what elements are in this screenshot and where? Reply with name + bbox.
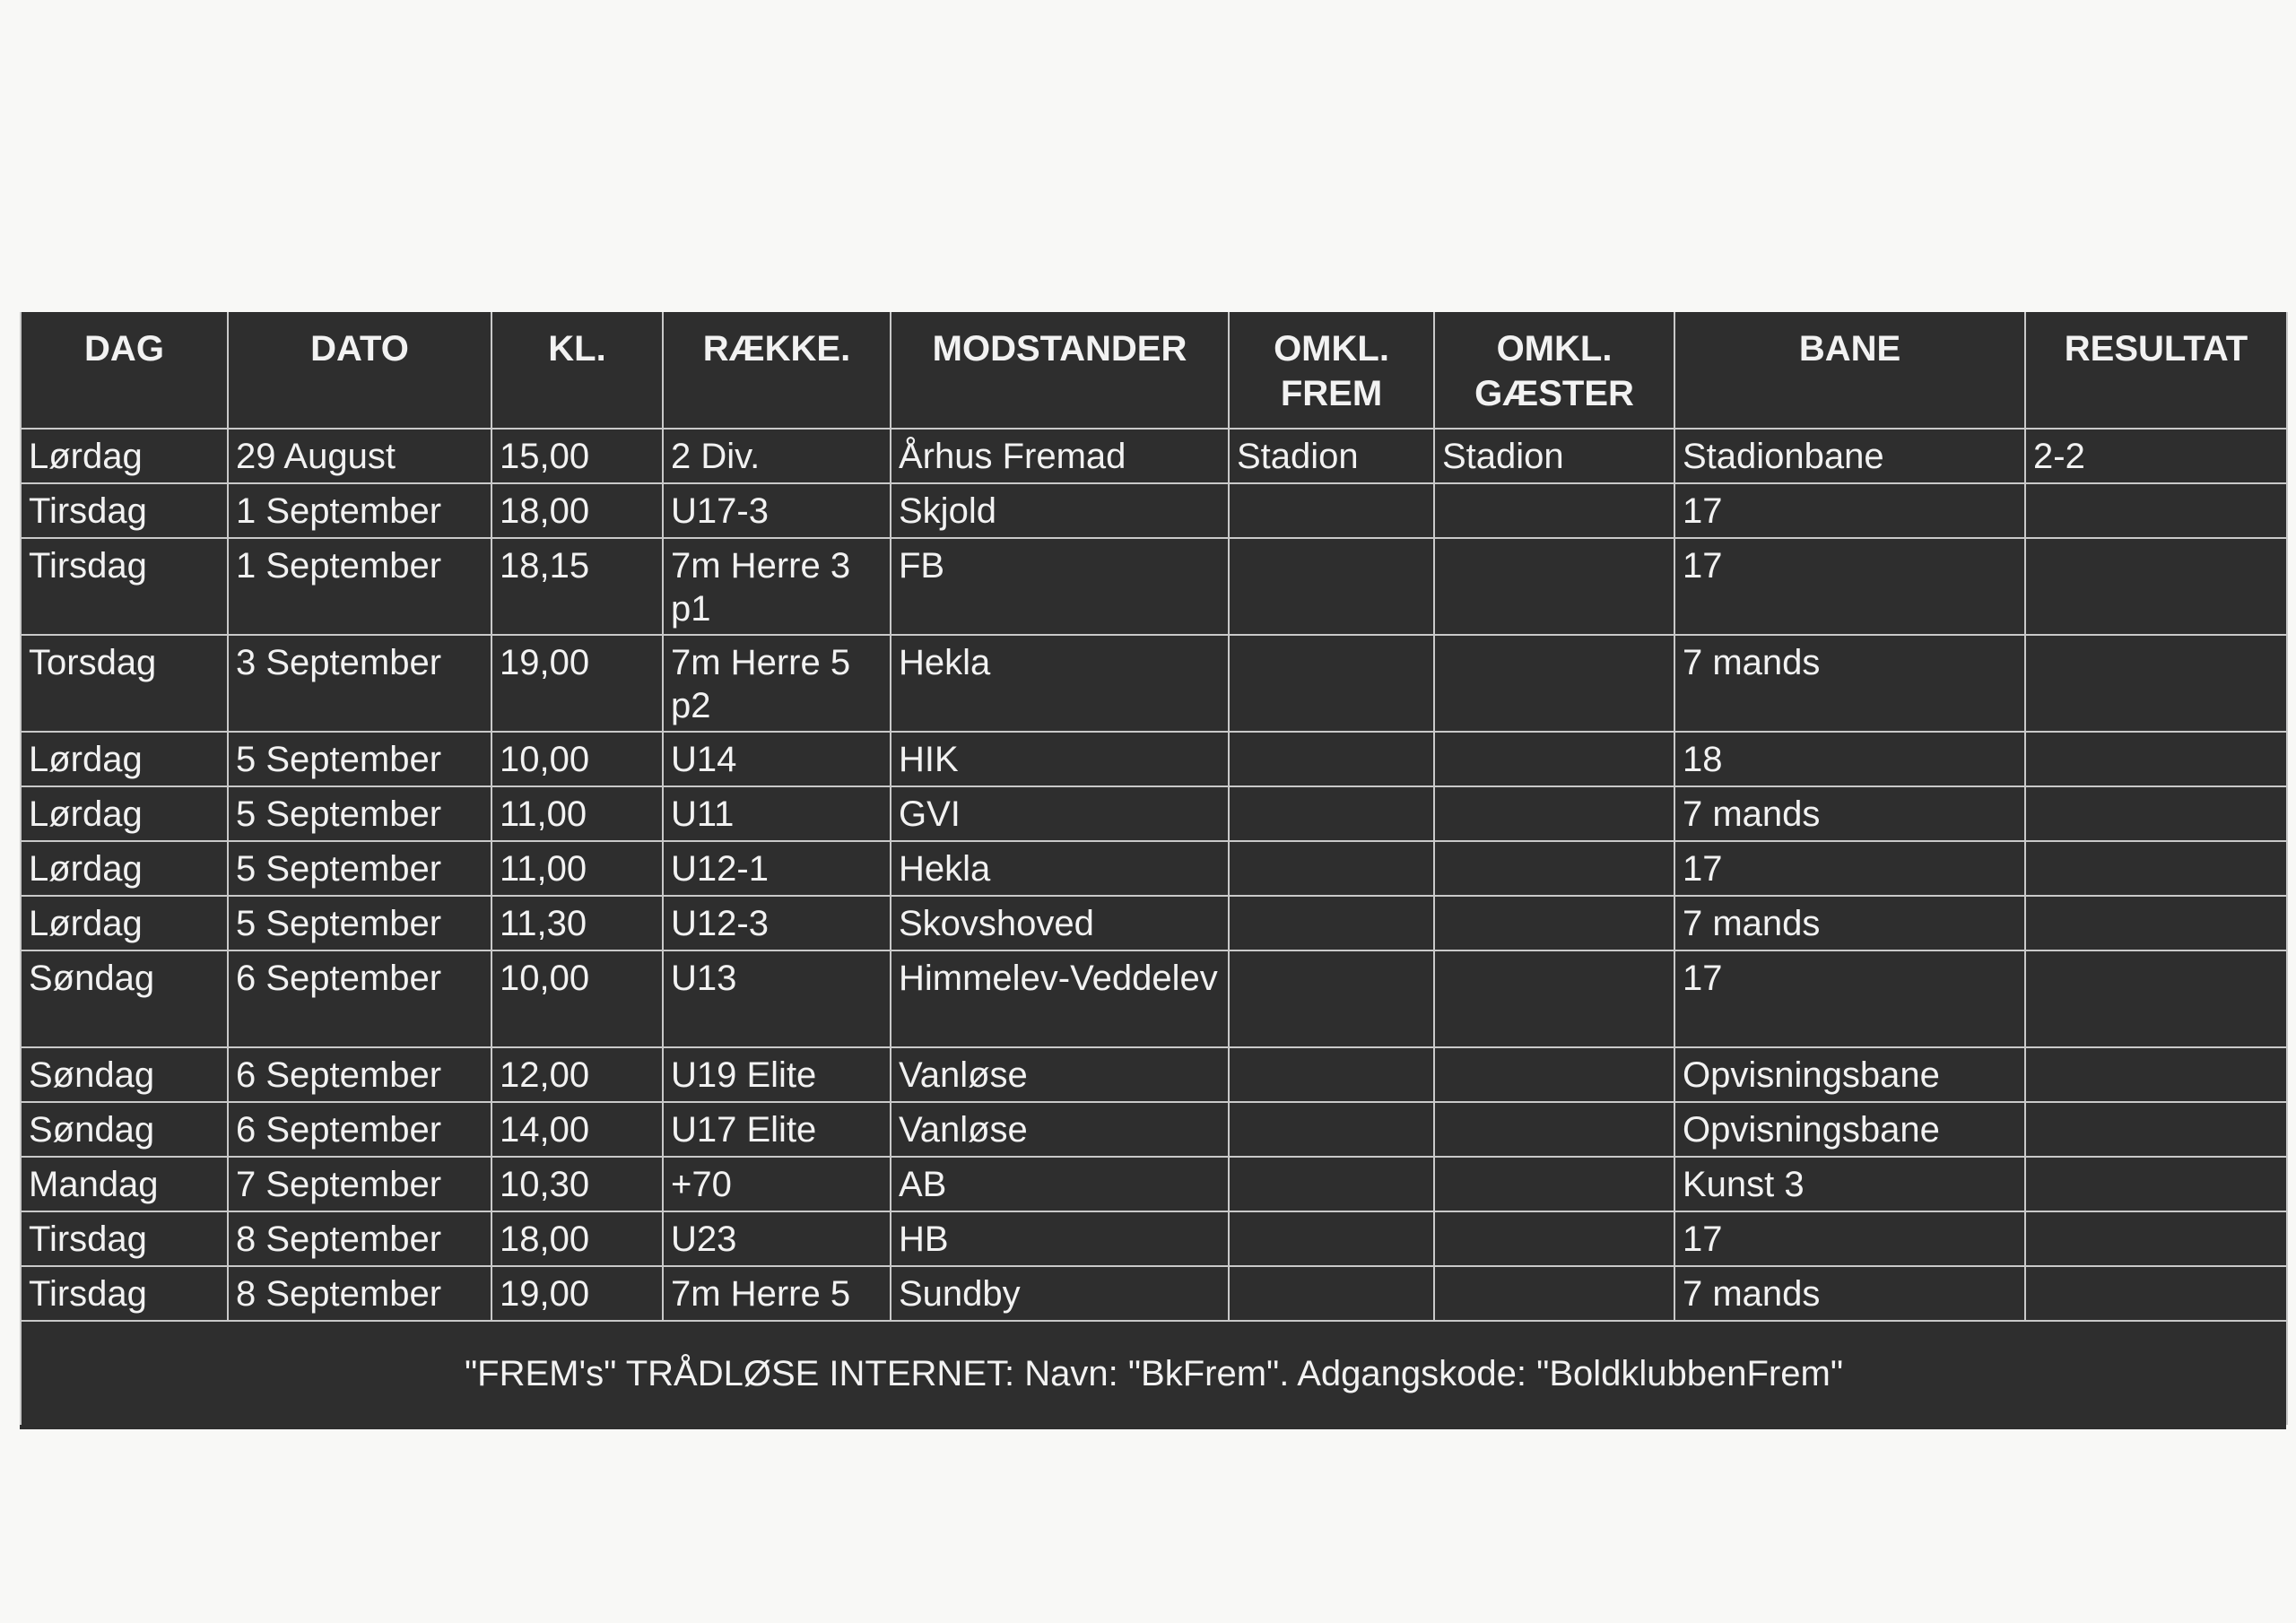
cell-omkl-frem [1229, 1047, 1434, 1102]
cell-dato: 6 September [228, 1102, 491, 1157]
cell-resultat [2025, 1266, 2287, 1321]
cell-omkl-frem [1229, 1157, 1434, 1211]
cell-resultat [2025, 841, 2287, 896]
wifi-info-text: "FREM's" TRÅDLØSE INTERNET: Navn: "BkFrem". Adgangskode: "BoldklubbenFrem" [21, 1321, 2287, 1425]
cell-dag: Søndag [21, 950, 228, 1047]
cell-bane: 17 [1674, 950, 2025, 1047]
header-dato: DATO [228, 312, 491, 429]
cell-resultat: 2-2 [2025, 429, 2287, 483]
cell-kl: 11,00 [491, 786, 663, 841]
cell-raekke: 7m Herre 5 p2 [663, 635, 891, 732]
cell-resultat [2025, 896, 2287, 950]
cell-dag: Lørdag [21, 786, 228, 841]
cell-bane: 18 [1674, 732, 2025, 786]
header-bane: BANE [1674, 312, 2025, 429]
cell-kl: 18,00 [491, 1211, 663, 1266]
cell-dato: 5 September [228, 786, 491, 841]
table-row [21, 1211, 2287, 1266]
cell-modstander: HB [891, 1211, 1229, 1266]
match-schedule-table [20, 312, 2288, 1425]
cell-bane: 17 [1674, 841, 2025, 896]
cell-omkl-gaester [1434, 538, 1674, 635]
table-row [21, 950, 2287, 1047]
cell-bane: Opvisningsbane [1674, 1047, 2025, 1102]
cell-omkl-frem [1229, 786, 1434, 841]
cell-resultat [2025, 786, 2287, 841]
cell-dato: 1 September [228, 483, 491, 538]
cell-omkl-frem [1229, 483, 1434, 538]
cell-raekke: U23 [663, 1211, 891, 1266]
cell-modstander: Hekla [891, 841, 1229, 896]
cell-omkl-gaester [1434, 1102, 1674, 1157]
cell-resultat [2025, 1211, 2287, 1266]
cell-raekke: U17-3 [663, 483, 891, 538]
cell-dag: Søndag [21, 1102, 228, 1157]
cell-dag: Tirsdag [21, 1211, 228, 1266]
cell-dag: Lørdag [21, 896, 228, 950]
cell-dag: Lørdag [21, 429, 228, 483]
cell-modstander: Skovshoved [891, 896, 1229, 950]
cell-omkl-gaester [1434, 732, 1674, 786]
cell-omkl-gaester [1434, 483, 1674, 538]
cell-modstander: Hekla [891, 635, 1229, 732]
cell-omkl-frem [1229, 1266, 1434, 1321]
cell-resultat [2025, 1157, 2287, 1211]
table-row [21, 841, 2287, 896]
cell-omkl-frem [1229, 1102, 1434, 1157]
cell-dag: Lørdag [21, 732, 228, 786]
cell-modstander: AB [891, 1157, 1229, 1211]
header-resultat: RESULTAT [2025, 312, 2287, 429]
cell-omkl-frem [1229, 732, 1434, 786]
table-row [21, 635, 2287, 732]
cell-bane: 7 mands [1674, 1266, 2025, 1321]
cell-dato: 8 September [228, 1266, 491, 1321]
cell-dag: Mandag [21, 1157, 228, 1211]
header-row [21, 312, 2287, 429]
table-row [21, 1266, 2287, 1321]
cell-omkl-gaester [1434, 896, 1674, 950]
cell-dato: 5 September [228, 896, 491, 950]
cell-raekke: 7m Herre 3 p1 [663, 538, 891, 635]
cell-omkl-gaester [1434, 950, 1674, 1047]
cell-bane: Kunst 3 [1674, 1157, 2025, 1211]
cell-dato: 6 September [228, 950, 491, 1047]
cell-raekke: U12-3 [663, 896, 891, 950]
cell-dato: 5 September [228, 732, 491, 786]
cell-kl: 18,00 [491, 483, 663, 538]
cell-dato: 6 September [228, 1047, 491, 1102]
cell-kl: 11,00 [491, 841, 663, 896]
table-row [21, 429, 2287, 483]
cell-raekke: U13 [663, 950, 891, 1047]
cell-dato: 3 September [228, 635, 491, 732]
header-omkl-frem: OMKL. FREM [1229, 312, 1434, 429]
cell-bane: 17 [1674, 538, 2025, 635]
cell-kl: 18,15 [491, 538, 663, 635]
cell-kl: 19,00 [491, 1266, 663, 1321]
cell-resultat [2025, 483, 2287, 538]
cell-omkl-gaester [1434, 1047, 1674, 1102]
cell-bane: Opvisningsbane [1674, 1102, 2025, 1157]
cell-bane: 7 mands [1674, 786, 2025, 841]
header-modstander: MODSTANDER [891, 312, 1229, 429]
cell-dato: 8 September [228, 1211, 491, 1266]
header-dag: DAG [21, 312, 228, 429]
cell-omkl-gaester [1434, 786, 1674, 841]
cell-resultat [2025, 950, 2287, 1047]
table-row [21, 538, 2287, 635]
cell-dato: 5 September [228, 841, 491, 896]
cell-modstander: GVI [891, 786, 1229, 841]
cell-dato: 1 September [228, 538, 491, 635]
cell-dag: Tirsdag [21, 538, 228, 635]
cell-kl: 19,00 [491, 635, 663, 732]
cell-modstander: Himmelev-Veddelev [891, 950, 1229, 1047]
cell-bane: 7 mands [1674, 896, 2025, 950]
cell-omkl-gaester [1434, 1211, 1674, 1266]
cell-raekke: U14 [663, 732, 891, 786]
table-row [21, 483, 2287, 538]
cell-kl: 14,00 [491, 1102, 663, 1157]
cell-bane: Stadionbane [1674, 429, 2025, 483]
cell-modstander: Skjold [891, 483, 1229, 538]
table-row [21, 1047, 2287, 1102]
table-row [21, 1157, 2287, 1211]
cell-raekke: U11 [663, 786, 891, 841]
cell-kl: 15,00 [491, 429, 663, 483]
cell-dag: Søndag [21, 1047, 228, 1102]
cell-dato: 29 August [228, 429, 491, 483]
cell-raekke: +70 [663, 1157, 891, 1211]
cell-resultat [2025, 1102, 2287, 1157]
cell-raekke: U12-1 [663, 841, 891, 896]
cell-bane: 17 [1674, 483, 2025, 538]
cell-omkl-frem [1229, 1211, 1434, 1266]
cell-modstander: HIK [891, 732, 1229, 786]
cell-omkl-frem [1229, 841, 1434, 896]
cell-omkl-gaester [1434, 1157, 1674, 1211]
cell-modstander: Sundby [891, 1266, 1229, 1321]
cell-resultat [2025, 635, 2287, 732]
cell-kl: 11,30 [491, 896, 663, 950]
table-row [21, 786, 2287, 841]
cell-raekke: U19 Elite [663, 1047, 891, 1102]
table-row [21, 896, 2287, 950]
cell-bane: 17 [1674, 1211, 2025, 1266]
cell-kl: 10,30 [491, 1157, 663, 1211]
cell-modstander: Vanløse [891, 1047, 1229, 1102]
cell-dag: Tirsdag [21, 1266, 228, 1321]
cell-dato: 7 September [228, 1157, 491, 1211]
cell-modstander: Vanløse [891, 1102, 1229, 1157]
cell-omkl-gaester [1434, 1266, 1674, 1321]
cell-omkl-gaester [1434, 635, 1674, 732]
table-row [21, 1102, 2287, 1157]
cell-omkl-frem [1229, 896, 1434, 950]
cell-modstander: FB [891, 538, 1229, 635]
cell-bane: 7 mands [1674, 635, 2025, 732]
footer-row [21, 1321, 2287, 1425]
cell-modstander: Århus Fremad [891, 429, 1229, 483]
cell-dag: Torsdag [21, 635, 228, 732]
cell-omkl-frem: Stadion [1229, 429, 1434, 483]
header-raekke: RÆKKE. [663, 312, 891, 429]
cell-kl: 10,00 [491, 950, 663, 1047]
header-kl: KL. [491, 312, 663, 429]
cell-omkl-frem [1229, 635, 1434, 732]
cell-dag: Tirsdag [21, 483, 228, 538]
cell-omkl-frem [1229, 950, 1434, 1047]
cell-raekke: 2 Div. [663, 429, 891, 483]
cell-omkl-frem [1229, 538, 1434, 635]
cell-dag: Lørdag [21, 841, 228, 896]
cell-resultat [2025, 732, 2287, 786]
cell-resultat [2025, 538, 2287, 635]
cell-resultat [2025, 1047, 2287, 1102]
cell-raekke: U17 Elite [663, 1102, 891, 1157]
header-omkl-gaester: OMKL. GÆSTER [1434, 312, 1674, 429]
match-schedule-board [20, 312, 2286, 1429]
cell-omkl-gaester: Stadion [1434, 429, 1674, 483]
cell-omkl-gaester [1434, 841, 1674, 896]
table-row [21, 732, 2287, 786]
cell-raekke: 7m Herre 5 [663, 1266, 891, 1321]
cell-kl: 12,00 [491, 1047, 663, 1102]
cell-kl: 10,00 [491, 732, 663, 786]
